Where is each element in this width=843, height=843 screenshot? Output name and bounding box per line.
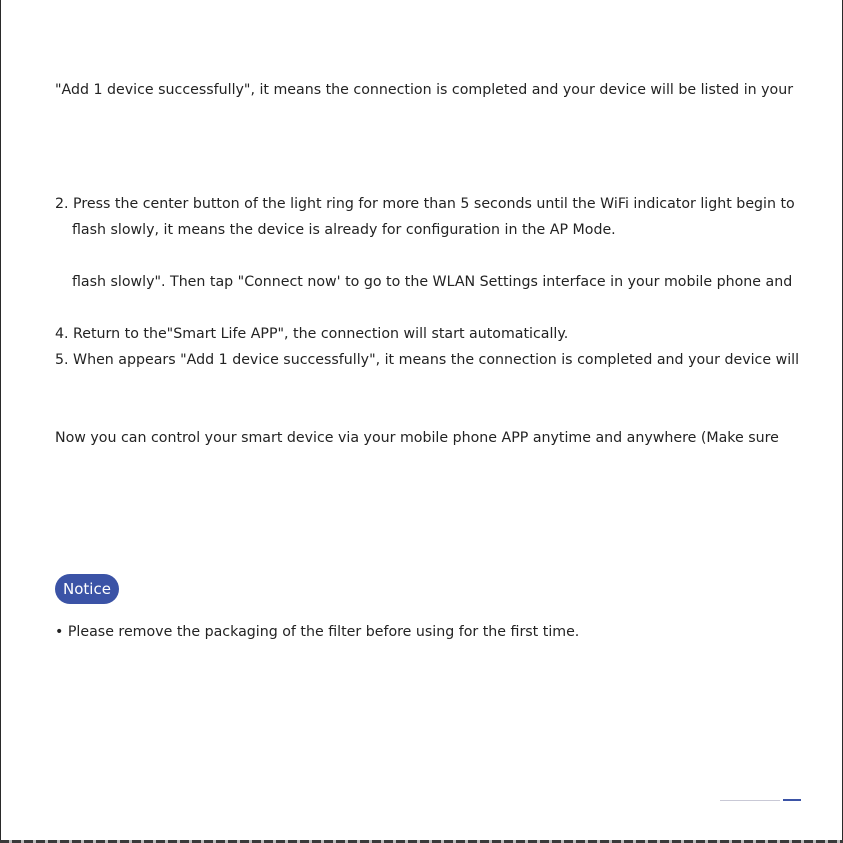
notice-badge: Notice bbox=[55, 574, 119, 604]
notice-item-remove-packaging: • Please remove the packaging of the filter before using for the first time. bbox=[55, 624, 580, 640]
text-step-3-continued: flash slowly". Then tap "Connect now' to go to the WLAN Settings interface in your mobile phone and bbox=[72, 274, 793, 290]
text-step-4: 4. Return to the"Smart Life APP", the connection will start automatically. bbox=[55, 326, 569, 342]
footer-rule bbox=[720, 800, 780, 801]
text-step-5: 5. When appears "Add 1 device successfully", it means the connection is completed and your device will bbox=[55, 352, 800, 368]
text-line-add-device-listed: "Add 1 device successfully", it means the connection is completed and your device will be listed in your bbox=[55, 82, 794, 98]
footer-accent-rule bbox=[783, 799, 801, 801]
text-step-2-continued: flash slowly, it means the device is already for configuration in the AP Mode. bbox=[72, 222, 616, 238]
text-control-anytime: Now you can control your smart device via your mobile phone APP anytime and anywhere (Make sure bbox=[55, 430, 779, 446]
text-step-2: 2. Press the center button of the light ring for more than 5 seconds until the WiFi indicator light begin to bbox=[55, 196, 795, 212]
